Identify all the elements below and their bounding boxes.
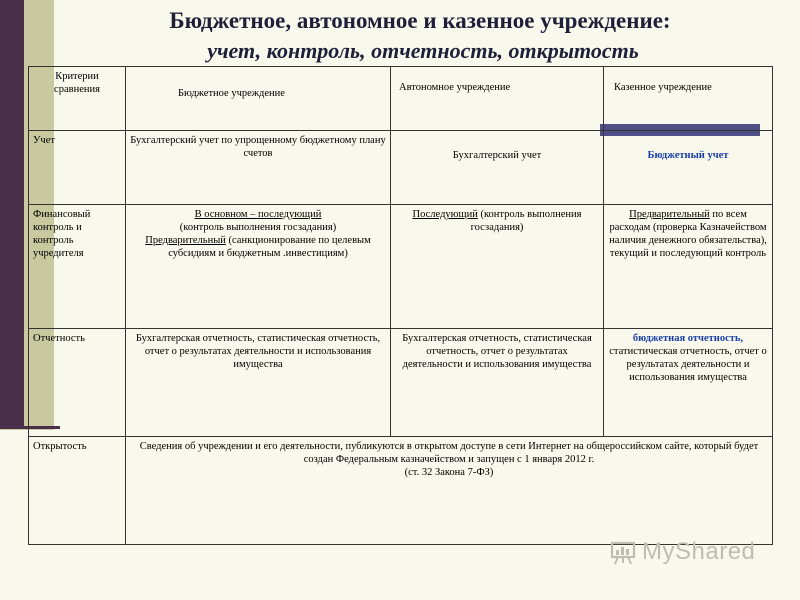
openness-text: Сведения об учреждении и его деятельности, публикуются в открытом доступе в сети Интернет на общероссийском сайте, который будет создан Федеральным казначейством и запущен с 1 января 2012 г. <box>139 441 759 465</box>
header-autonomous: Автономное учреждение <box>391 67 604 131</box>
table-row-control <box>29 205 773 329</box>
watermark-logo <box>610 536 770 568</box>
table-row-reporting <box>29 329 773 437</box>
control-budget-primary-note: (контроль выполнения госзадания) <box>179 222 337 233</box>
cell-reporting-state <box>604 329 773 437</box>
cell-reporting-budget: Бухгалтерская отчетность, статистическая отчетность, отчет о результатах деятельности и использования имущества <box>126 329 391 437</box>
header-budget: Бюджетное учреждение <box>126 67 391 131</box>
control-autonomous-note: (контроль выполнения госзадания) <box>470 209 582 233</box>
cell-openness <box>126 437 773 545</box>
control-budget-primary: В основном – последующий <box>194 209 322 220</box>
header-criteria: Критерии сравнения <box>29 67 126 131</box>
reporting-state-note: статистическая отчетность, отчет о результатах деятельности и использования имущества <box>609 346 767 383</box>
reporting-state-primary: бюджетная отчетность, <box>632 333 744 344</box>
cell-reporting-autonomous: Бухгалтерская отчетность, статистическая отчетность, отчет о результатах деятельности и использования имущества <box>391 329 604 437</box>
cell-control-budget <box>126 205 391 329</box>
table-header-row <box>29 67 773 131</box>
presentation-board-icon <box>610 539 636 565</box>
logo-text: MyShared <box>642 538 756 565</box>
row-label-accounting: Учет <box>29 131 126 205</box>
row-label-openness: Открытость <box>29 437 126 545</box>
openness-law-ref: (ст. 32 Закона 7-ФЗ) <box>404 467 494 478</box>
table-row-accounting <box>29 131 773 205</box>
header-state: Казенное учреждение <box>604 67 773 131</box>
comparison-table <box>28 66 773 545</box>
cell-accounting-state: Бюджетный учет <box>604 131 773 205</box>
row-label-control: Финансовый контроль и контроль учредителя <box>29 205 126 329</box>
cell-accounting-budget: Бухгалтерский учет по упрощенному бюджетному плану счетов <box>126 131 391 205</box>
table-row-openness <box>29 437 773 545</box>
control-budget-secondary: Предварительный <box>145 235 226 246</box>
cell-control-state <box>604 205 773 329</box>
row-label-reporting: Отчетность <box>29 329 126 437</box>
control-state-note: по всем расходам (проверка Казначейством наличия денежного обязательства), текущий и последующий контроль <box>609 209 767 259</box>
decorative-dark-bar <box>0 0 24 428</box>
control-state-primary: Предварительный <box>629 209 710 220</box>
cell-control-autonomous <box>391 205 604 329</box>
control-budget-secondary-note: (санкционирование по целевым субсидиям и бюджетным .инвестициям) <box>168 235 371 259</box>
cell-accounting-autonomous: Бухгалтерский учет <box>391 131 604 205</box>
control-autonomous-primary: Последующий <box>412 209 478 220</box>
page-subtitle: учет, контроль, отчетность, открытость <box>207 38 639 63</box>
page-title: Бюджетное, автономное и казенное учреждение: <box>169 8 671 33</box>
